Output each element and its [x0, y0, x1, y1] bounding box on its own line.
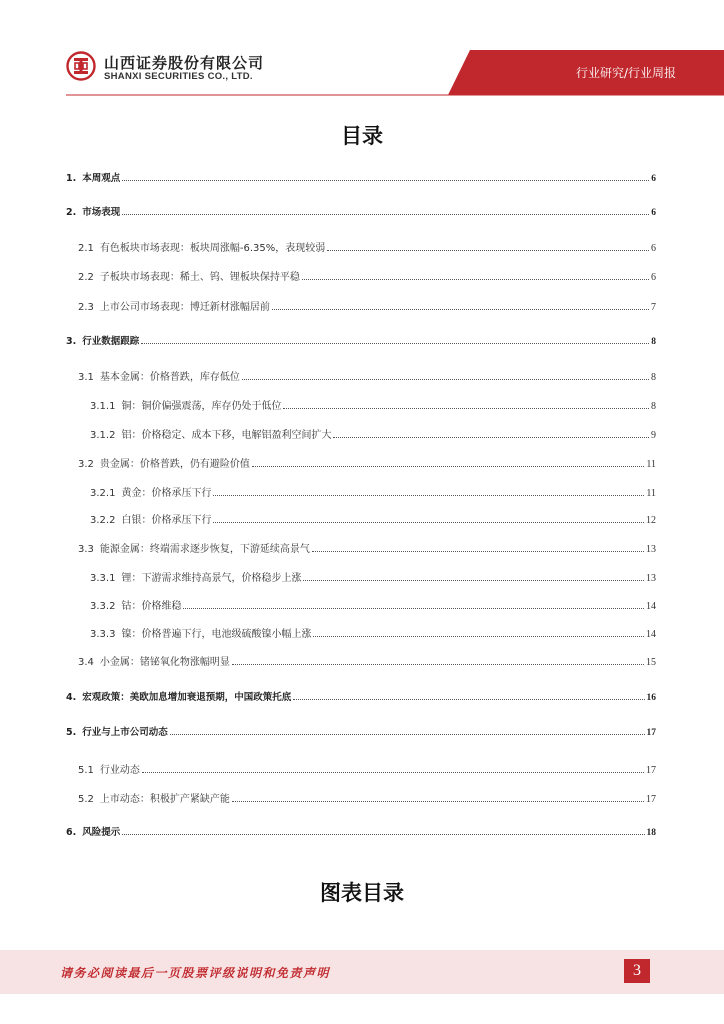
toc-entry-page: 11: [646, 459, 656, 470]
toc-entry[interactable]: [90, 569, 656, 584]
report-category: 行业研究/行业周报: [575, 66, 676, 80]
toc-entry[interactable]: [78, 298, 656, 313]
toc-entry-page: 8: [651, 337, 656, 347]
header-red-band: [0, 0, 724, 100]
toc-entry-number: 3.3: [78, 544, 94, 555]
page-footer: [0, 950, 724, 1000]
toc-dot-leader: [252, 465, 644, 467]
toc-entry-page: 18: [646, 828, 656, 838]
toc-entry[interactable]: [78, 455, 656, 470]
toc-entry-page: 11: [646, 488, 656, 499]
toc-entry-label: 贵金属：价格普跌，仍有避险价值: [99, 459, 250, 470]
toc-entry[interactable]: [90, 625, 656, 640]
toc-dot-leader: [303, 579, 644, 581]
toc-entry-number: 3.1.2: [90, 430, 116, 441]
toc-entry-page: 17: [646, 794, 656, 805]
toc-entry-number: 3.4: [78, 657, 94, 668]
toc-entry[interactable]: [78, 790, 656, 805]
toc-dot-leader: [142, 771, 644, 773]
toc-entry-number: 3.3.1: [90, 573, 116, 584]
toc-entry-number: 3.3.3: [90, 629, 116, 640]
toc-dot-leader: [313, 635, 644, 637]
toc-entry-number: 3.2.1: [90, 488, 116, 499]
toc-entry-page: 17: [646, 728, 656, 738]
toc-entry-label: 镍：价格普遍下行，电池级硫酸镍小幅上涨: [121, 629, 312, 640]
toc-entry-page: 6: [651, 272, 656, 283]
toc-entry-number: 3.1.1: [90, 401, 116, 412]
toc-entry-number: 2.1: [78, 243, 94, 254]
toc-entry[interactable]: [66, 170, 656, 184]
toc-entry-page: 6: [651, 208, 656, 218]
toc-entry-label: 有色板块市场表现：板块周涨幅-6.35%，表现较弱: [99, 243, 326, 254]
toc-entry[interactable]: [78, 653, 656, 668]
toc-entry-number: 6.: [66, 827, 77, 838]
company-name-cn: 山西证券股份有限公司: [104, 54, 265, 72]
toc-entry-label: 上市公司市场表现：博迁新材涨幅居前: [99, 302, 270, 313]
toc-title: 目录: [341, 124, 383, 148]
toc-entry-number: 3.2.2: [90, 515, 116, 526]
toc-entry-number: 2.2: [78, 272, 94, 283]
toc-dot-leader: [272, 308, 649, 310]
toc-entry-page: 13: [646, 573, 656, 584]
toc-entry[interactable]: [78, 540, 656, 555]
toc-entry-page: 15: [646, 657, 656, 668]
toc-entry-number: 3.1: [78, 372, 94, 383]
toc-entry-label: 行业与上市公司动态: [82, 727, 168, 738]
toc-entry-label: 铝：价格稳定、成本下移，电解铝盈利空间扩大: [121, 430, 332, 441]
toc-entry[interactable]: [66, 204, 656, 218]
toc-entry-number: 3.3.2: [90, 601, 116, 612]
toc-entry[interactable]: [90, 511, 656, 526]
toc-entry[interactable]: [78, 268, 656, 283]
toc-dot-leader: [333, 436, 649, 438]
toc-entry-label: 风险提示: [82, 827, 121, 838]
toc-dot-leader: [213, 494, 644, 496]
toc-entry-label: 小金属：锗铋氧化物涨幅明显: [99, 657, 230, 668]
toc-entry-page: 17: [646, 765, 656, 776]
toc-entry-label: 子板块市场表现：稀土、钨、锂板块保持平稳: [99, 272, 300, 283]
disclaimer-notice: 请务必阅读最后一页股票评级说明和免责声明: [60, 966, 331, 980]
toc-dot-leader: [122, 213, 649, 215]
company-logo-icon: [66, 51, 96, 81]
toc-entry-label: 白银：价格承压下行: [121, 515, 212, 526]
toc-entry-number: 4.: [66, 692, 77, 703]
toc-entry-page: 6: [651, 174, 656, 184]
toc-entry-page: 6: [651, 243, 656, 254]
company-name-en: SHANXI SECURITIES CO., LTD.: [104, 71, 253, 82]
toc-dot-leader: [122, 833, 644, 835]
toc-entry-page: 14: [646, 629, 656, 640]
toc-entry-label: 锂：下游需求维持高景气，价格稳步上涨: [121, 573, 302, 584]
toc-entry-label: 上市动态：积极扩产紧缺产能: [99, 794, 230, 805]
figures-toc-title: 图表目录: [320, 881, 404, 905]
toc-entry[interactable]: [90, 597, 656, 612]
toc-entry-label: 行业数据跟踪: [82, 336, 140, 347]
toc-entry-page: 12: [646, 515, 656, 526]
toc-entry[interactable]: [90, 484, 656, 499]
toc-dot-leader: [293, 698, 644, 700]
toc-entry-page: 9: [651, 430, 656, 441]
toc-entry-number: 2.: [66, 207, 77, 218]
toc-entry-label: 行业动态: [99, 765, 140, 776]
toc-entry-number: 5.2: [78, 794, 94, 805]
toc-entry-number: 5.: [66, 727, 77, 738]
toc-entry[interactable]: [66, 724, 656, 738]
toc-entry[interactable]: [66, 824, 656, 838]
toc-entry-page: 7: [651, 302, 656, 313]
toc-dot-leader: [327, 249, 649, 251]
toc-entry-label: 能源金属：终端需求逐步恢复，下游延续高景气: [99, 544, 310, 555]
toc-entry-number: 1.: [66, 173, 77, 184]
toc-entry-number: 3.2: [78, 459, 94, 470]
toc-entry[interactable]: [66, 689, 656, 703]
toc-dot-leader: [283, 407, 649, 409]
toc-dot-leader: [213, 521, 644, 523]
toc-entry-label: 钴：价格维稳: [121, 601, 182, 612]
toc-entry-label: 铜：铜价偏强震荡，库存仍处于低位: [121, 401, 282, 412]
toc-dot-leader: [170, 733, 645, 735]
toc-entry-label: 本周观点: [82, 173, 121, 184]
toc-dot-leader: [183, 607, 644, 609]
toc-entry-label: 黄金：价格承压下行: [121, 488, 212, 499]
toc-entry-label: 宏观政策：美欧加息增加衰退预期，中国政策托底: [82, 692, 292, 703]
toc-dot-leader: [312, 550, 644, 552]
toc-entry-page: 8: [651, 401, 656, 412]
toc-dot-leader: [302, 278, 649, 280]
toc-entry-label: 基本金属：价格普跌，库存低位: [99, 372, 240, 383]
toc-dot-leader: [232, 663, 644, 665]
toc-entry[interactable]: [66, 333, 656, 347]
toc-entry[interactable]: [90, 426, 656, 441]
toc-entry-number: 5.1: [78, 765, 94, 776]
toc-entry[interactable]: [90, 397, 656, 412]
toc-entry-page: 14: [646, 601, 656, 612]
toc-entry-page: 13: [646, 544, 656, 555]
toc-dot-leader: [242, 378, 649, 380]
toc-entry[interactable]: [78, 761, 656, 776]
toc-entry[interactable]: [78, 239, 656, 254]
page-header: [0, 0, 724, 100]
toc-dot-leader: [122, 179, 649, 181]
toc-dot-leader: [232, 800, 644, 802]
toc-entry-page: 8: [651, 372, 656, 383]
toc-entry-number: 2.3: [78, 302, 94, 313]
toc-entry[interactable]: [78, 368, 656, 383]
toc-entry-label: 市场表现: [82, 207, 121, 218]
page-number: 3: [624, 959, 650, 983]
toc-dot-leader: [141, 342, 649, 344]
toc-entry-number: 3.: [66, 336, 77, 347]
toc-entry-page: 16: [646, 693, 656, 703]
